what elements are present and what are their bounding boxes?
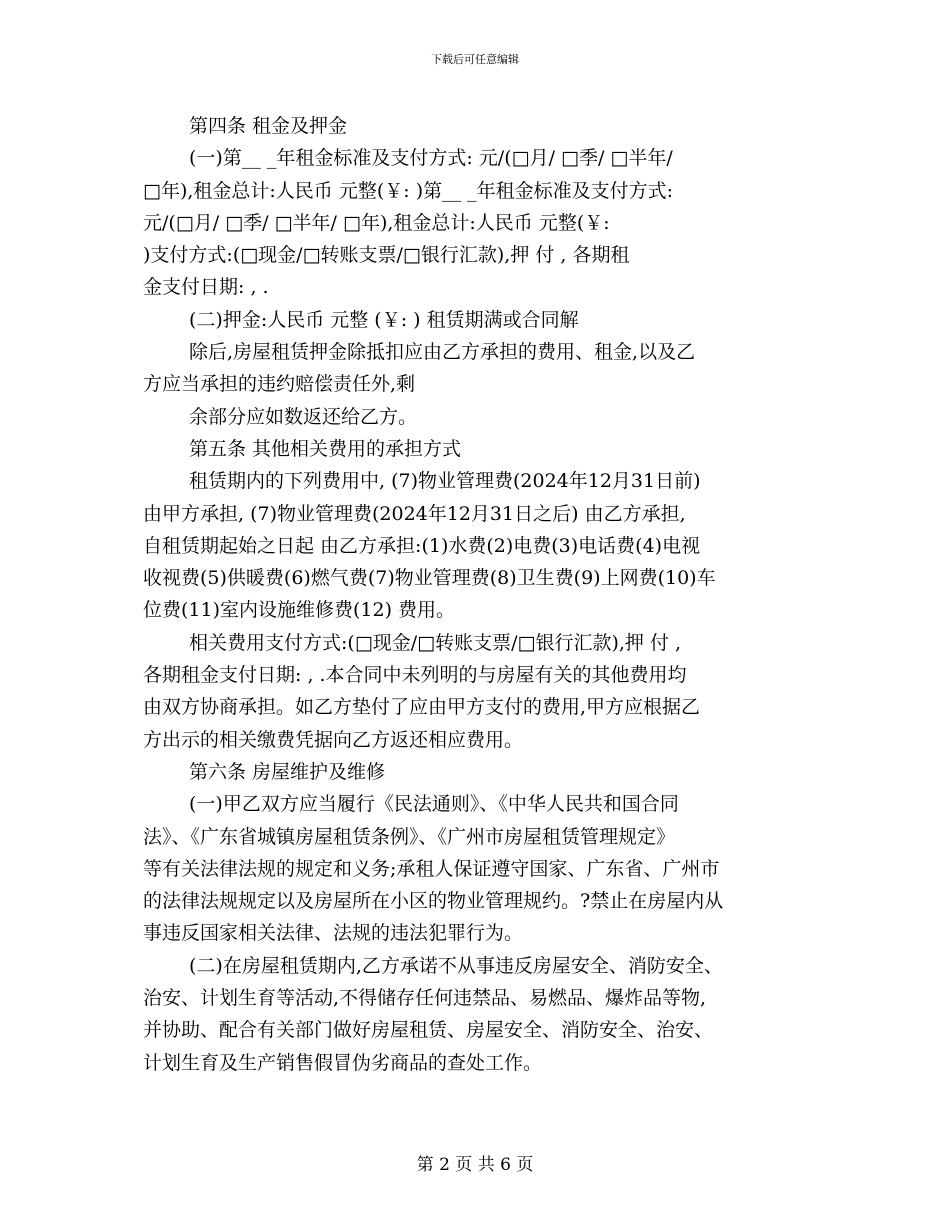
body-line: (二)在房屋租赁期内,乙方承诺不从事违反房屋安全、消防安全、	[189, 954, 723, 977]
body-line: 治安、计划生育等活动,不得储存任何违禁品、易燃品、爆炸品等物,	[143, 987, 707, 1010]
body-line: 第六条 房屋维护及维修	[189, 760, 386, 783]
page-header: 下载后可任意编辑	[431, 53, 519, 66]
body-line: (一)第__ _年租金标准及支付方式: 元/(□月/ □季/ □半年/	[189, 147, 673, 170]
body-line: (一)甲乙双方应当履行《民法通则》、《中华人民共和国合同	[189, 793, 679, 816]
body-line: )支付方式:(□现金/□转账支票/□银行汇款),押 付 , 各期租	[143, 244, 630, 267]
body-line: 方出示的相关缴费凭据向乙方返还相应费用。	[143, 728, 524, 751]
body-line: 金支付日期: , .	[143, 276, 269, 299]
body-line: 收视费(5)供暖费(6)燃气费(7)物业管理费(8)卫生费(9)上网费(10)车	[143, 567, 716, 590]
body-line: 各期租金支付日期: , .本合同中未列明的与房屋有关的其他费用均	[143, 664, 687, 687]
body-line: 租赁期内的下列费用中, (7)物业管理费(2024年12月31日前)	[189, 470, 701, 493]
body-line: 余部分应如数返还给乙方。	[189, 405, 418, 428]
body-line: 除后,房屋租赁押金除抵扣应由乙方承担的费用、租金,以及乙	[189, 341, 696, 364]
body-line: 相关费用支付方式:(□现金/□转账支票/□银行汇款),押 付 ,	[189, 631, 682, 654]
body-line: 自租赁期起始之日起 由乙方承担:(1)水费(2)电费(3)电话费(4)电视	[143, 534, 701, 557]
body-line: □年),租金总计:人民币 元整(￥: )第__ _年租金标准及支付方式:	[143, 179, 674, 202]
body-line: (二)押金:人民币 元整 (￥: ) 租赁期满或合同解	[189, 308, 579, 331]
body-line: 计划生育及生产销售假冒伪劣商品的查处工作。	[143, 1051, 543, 1074]
body-line: 等有关法律法规的规定和义务;承租人保证遵守国家、广东省、广州市	[143, 857, 720, 880]
page-number: 第 2 页 共 6 页	[416, 1155, 534, 1175]
body-line: 由甲方承担, (7)物业管理费(2024年12月31日之后) 由乙方承担,	[143, 502, 686, 525]
body-line: 第四条 租金及押金	[189, 115, 348, 137]
body-line: 由双方协商承担。如乙方垫付了应由甲方支付的费用,甲方应根据乙	[143, 696, 701, 719]
body-line: 位费(11)室内设施维修费(12) 费用。	[143, 599, 456, 622]
body-line: 的法律法规规定以及房屋所在小区的物业管理规约。?禁止在房屋内从	[143, 890, 724, 913]
body-line: 事违反国家相关法律、法规的违法犯罪行为。	[143, 922, 524, 945]
body-line: 元/(□月/ □季/ □半年/ □年),租金总计:人民币 元整(￥:	[143, 211, 610, 234]
body-line: 方应当承担的违约赔偿责任外,剩	[143, 373, 416, 396]
body-line: 并协助、配合有关部门做好房屋租赁、房屋安全、消防安全、治安、	[143, 1019, 714, 1042]
body-line: 法》、《广东省城镇房屋租赁条例》、《广州市房屋租赁管理规定》	[143, 825, 676, 848]
body-line: 第五条 其他相关费用的承担方式	[189, 437, 462, 460]
document-body	[143, 110, 813, 1079]
